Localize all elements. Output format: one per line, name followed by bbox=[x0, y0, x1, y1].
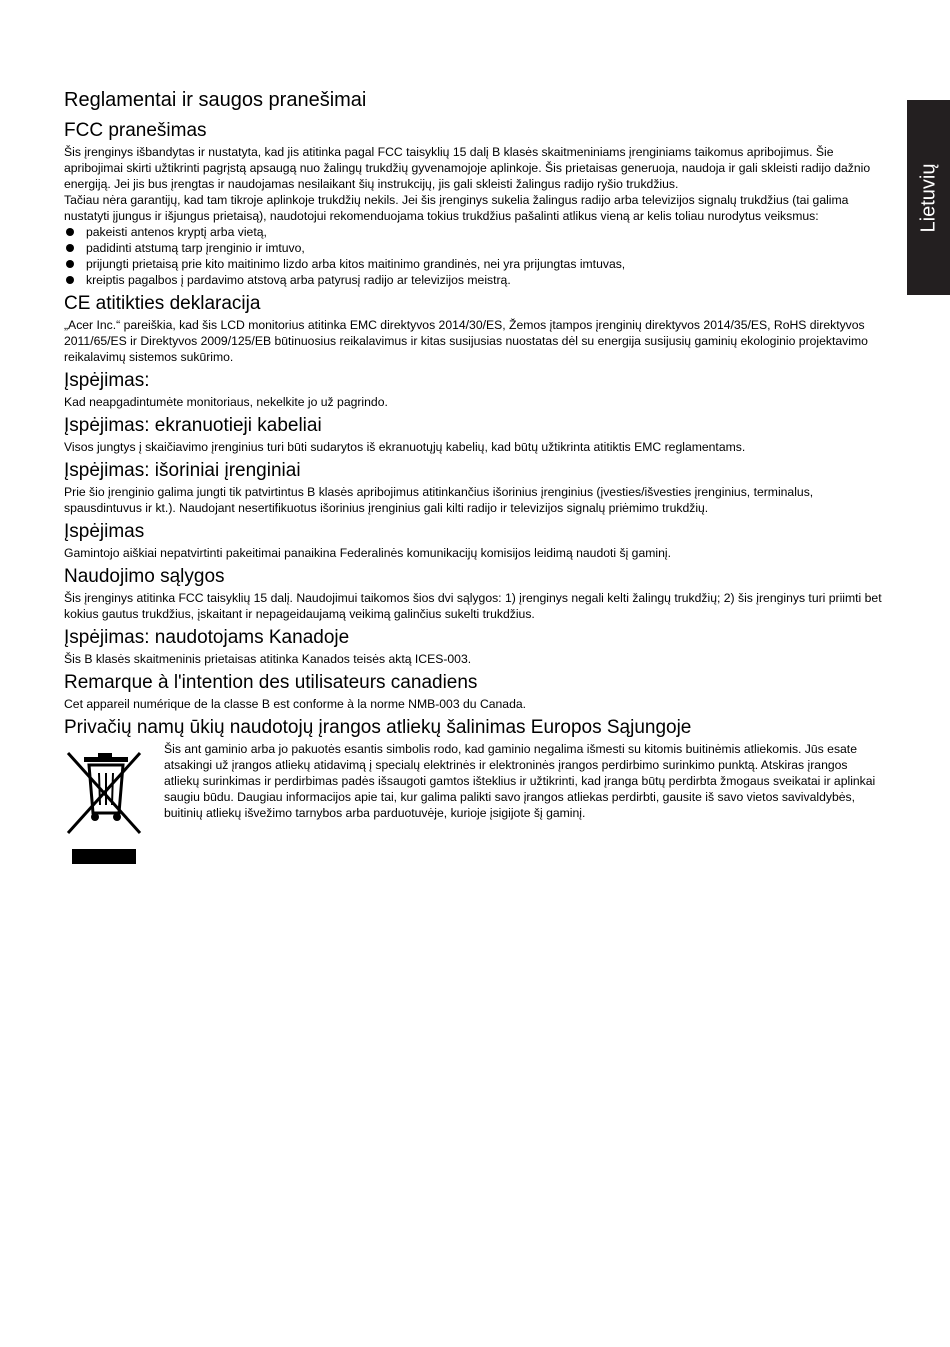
usage-section bbox=[64, 565, 884, 622]
bullet-icon bbox=[66, 276, 74, 284]
modifications-text: Gamintojo aiškiai nepatvirtinti pakeitimai panaikina Federalinės komunikacijų komisijos leidimą naudoti šį gaminį. bbox=[64, 546, 671, 560]
fcc-heading: FCC pranešimas bbox=[64, 120, 207, 141]
cables-text: Visos jungtys į skaičiavimo įrenginius turi būti sudarytos iš ekranuotųjų kabelių, kad būtų užtikrinta atitiktis EMC reglamentams. bbox=[64, 440, 746, 454]
fcc-list bbox=[64, 224, 884, 288]
warning-section bbox=[64, 369, 884, 410]
canada-text: Šis B klasės skaitmeninis prietaisas atitinka Kanados teisės aktą ICES-003. bbox=[64, 652, 472, 666]
external-devices-section bbox=[64, 459, 884, 516]
page-title: Reglamentai ir saugos pranešimai bbox=[64, 89, 367, 111]
list-item: prijungti prietaisą prie kito maitinimo lizdo arba kitos maitinimo grandinės, nei yra prijungtas imtuvas, bbox=[64, 256, 884, 272]
canada-fr-section bbox=[64, 671, 884, 712]
weee-section bbox=[64, 716, 884, 866]
weee-heading: Privačių namų ūkių naudotojų įrangos atliekų šalinimas Europos Sąjungoje bbox=[64, 717, 692, 738]
canada-fr-text: Cet appareil numérique de la classe B est conforme à la norme NMB-003 du Canada. bbox=[64, 697, 527, 711]
ce-section bbox=[64, 292, 884, 365]
bullet-icon bbox=[66, 260, 74, 268]
bullet-icon bbox=[66, 228, 74, 236]
canada-heading: Įspėjimas: naudotojams Kanadoje bbox=[64, 627, 350, 648]
modifications-heading: Įspėjimas bbox=[64, 521, 145, 542]
fcc-section bbox=[64, 119, 884, 288]
canada-section bbox=[64, 626, 884, 667]
cables-heading: Įspėjimas: ekranuotieji kabeliai bbox=[64, 415, 322, 436]
external-devices-text: Prie šio įrenginio galima jungti tik patvirtintus B klasės apribojimus atitinkančius išorinius įrenginius (įvesties/išvesties įrenginius, terminalus, spausdintuvus ir kt.). Naudojant nesertifikuotus išorinius įrenginius gali kilti radijo ir televizijos signalų priėmimo trukdžių. bbox=[64, 485, 814, 515]
external-devices-heading: Įspėjimas: išoriniai įrenginiai bbox=[64, 460, 301, 481]
fcc-paragraph-2: Tačiau nėra garantijų, kad tam tikroje aplinkoje trukdžių nekils. Jei šis įrenginys sukelia žalingus radijo arba televizijos signalų trukdžius (tai galima nustatyti įjungus ir išjungus prietaisą), naudotojui rekomenduojama tokius trukdžius pašalinti atlikus vieną ar kelis toliau nurodytus veiksmus: bbox=[64, 193, 849, 223]
cables-section bbox=[64, 414, 884, 455]
usage-heading: Naudojimo sąlygos bbox=[64, 566, 225, 587]
warning-heading: Įspėjimas: bbox=[64, 370, 150, 391]
document-page bbox=[64, 88, 884, 870]
usage-text: Šis įrenginys atitinka FCC taisyklių 15 dalį. Naudojimui taikomos šios dvi sąlygos: 1) įrenginys negali kelti žalingų trukdžių; 2) šis įrenginys turi priimti bet kokius gautus trukdžius, įskaitant ir nepageidaujamą veikimą galinčius sukelti trukdžius. bbox=[64, 591, 882, 621]
ce-text: „Acer Inc.“ pareiškia, kad šis LCD monitorius atitinka EMC direktyvos 2014/30/ES, Žemos įtampos įrenginių direktyvos 2014/35/ES, RoHS direktyvos 2011/65/ES ir Direktyvos 2009/125/EB būtinuosius reikalavimus ir kitas susijusias nuostatas dėl su energija susijusių gaminių ekologinio projektavimo reikalavimų sistemos sukūrimo. bbox=[64, 318, 868, 364]
list-item: kreiptis pagalbos į pardavimo atstovą arba patyrusį radijo ar televizijos meistrą. bbox=[64, 272, 884, 288]
list-item: padidinti atstumą tarp įrenginio ir imtuvo, bbox=[64, 240, 884, 256]
weee-text: Šis ant gaminio arba jo pakuotės esantis simbolis rodo, kad gaminio negalima išmesti su kitomis buitinėmis atliekomis. Jūs esate atsakingi už įrangos atliekų atidavimą į specialų elektrinės ir elektroninės įrangos perdirbimo surinkimo punktą. Atskiras įrangos atliekų surinkimas ir perdirbimas padės išsaugoti gamtos išteklius ir užtikrinti, kad įranga būtų perdirbta žmogaus sveikatai ir aplinkai saugiu būdu. Daugiau informacijos apie tai, kur galima palikti savo įrangos atliekas perdirbti, gausite iš savo vietos savivaldybės, buitinių atliekų išvežimo tarnybos arba parduotuvėje, kurioje įsigijote šį gaminį. bbox=[164, 742, 876, 820]
list-item: pakeisti antenos kryptį arba vietą, bbox=[64, 224, 884, 240]
warning-text: Kad neapgadintumėte monitoriaus, nekelkite jo už pagrindo. bbox=[64, 395, 388, 409]
fcc-paragraph-1: Šis įrenginys išbandytas ir nustatyta, kad jis atitinka pagal FCC taisyklių 15 dalį B klasės skaitmeniniams įrenginiams taikomus apribojimus. Šie apribojimai skirti užtikrinti pagrįstą apsaugą nuo žalingų trukdžių gyvenamojoje aplinkoje. Šis prietaisas generuoja, naudoja ir gali skleisti radijo dažnio energiją. Jei jis bus įrengtas ir naudojamas nesilaikant šių instrukcijų, jis gali skleisti žalingus radijo ryšio trukdžius. bbox=[64, 145, 871, 191]
canada-fr-heading: Remarque à l'intention des utilisateurs canadiens bbox=[64, 672, 478, 693]
bullet-icon bbox=[66, 244, 74, 252]
modifications-section bbox=[64, 520, 884, 561]
language-tab bbox=[907, 100, 950, 295]
weee-bin-icon bbox=[64, 741, 164, 866]
ce-heading: CE atitikties deklaracija bbox=[64, 293, 261, 314]
language-tab-label: Lietuvių bbox=[917, 163, 939, 232]
